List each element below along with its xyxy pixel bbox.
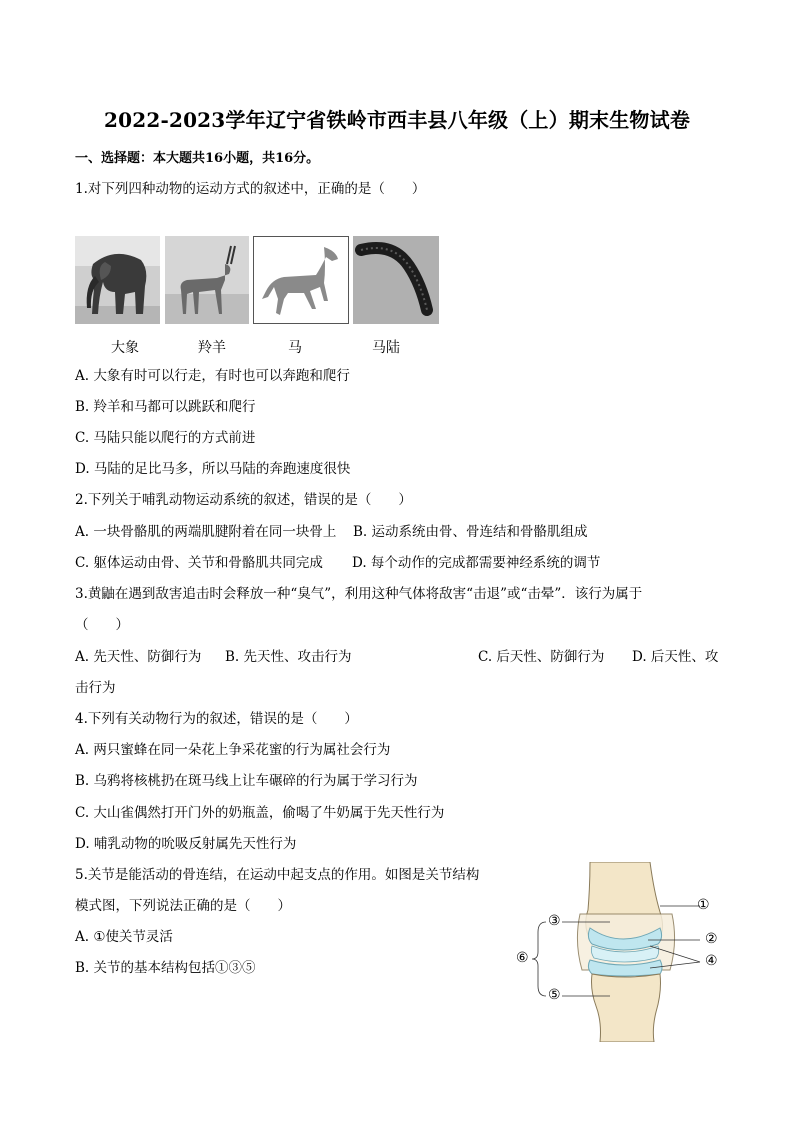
q1-option-d: D. 马陆的足比马多，所以马陆的奔跑速度很快 [75, 461, 351, 477]
question-3-stem: 3.黄鼬在遇到敌害追击时会释放一种“臭气”，利用这种气体将敌害“击退”或“击晕”．该行为属于 [75, 586, 643, 602]
q4-option-d: D. 哺乳动物的吮吸反射属先天性行为 [75, 836, 297, 852]
q4-option-b: B. 乌鸦将核桃扔在斑马线上让车碾碎的行为属于学习行为 [75, 773, 418, 789]
section-heading: 一、选择题：本大题共16小题，共16分。 [75, 151, 320, 166]
joint-structure-diagram [510, 862, 740, 1042]
q1-option-c: C. 马陆只能以爬行的方式前进 [75, 430, 256, 446]
q5-option-a: A. ①使关节灵活 [75, 929, 173, 945]
question-1-stem: 1.对下列四种动物的运动方式的叙述中，正确的是（ ） [75, 181, 426, 197]
q3-option-b: B. 先天性、攻击行为 [225, 649, 352, 665]
joint-label-4: ④ [705, 953, 718, 969]
q4-option-c: C. 大山雀偶然打开门外的奶瓶盖，偷喝了牛奶属于先天性行为 [75, 805, 445, 821]
joint-label-2: ② [705, 931, 718, 947]
millipede-image [353, 236, 439, 324]
joint-label-6: ⑥ [516, 950, 529, 966]
q2-option-a: A. 一块骨骼肌的两端肌腱附着在同一块骨上 [75, 524, 337, 540]
q3-option-c: C. 后天性、防御行为 [478, 649, 605, 665]
joint-label-1: ① [697, 897, 710, 913]
joint-label-5: ⑤ [548, 987, 561, 1003]
q4-option-a: A. 两只蜜蜂在同一朵花上争采花蜜的行为属社会行为 [75, 742, 391, 758]
question-3-stem-cont: （ ） [75, 617, 129, 633]
question-5-stem-cont: 模式图，下列说法正确的是（ ） [75, 898, 291, 914]
q2-option-c: C. 躯体运动由骨、关节和骨骼肌共同完成 [75, 555, 323, 571]
q2-option-b: B. 运动系统由骨、骨连结和骨骼肌组成 [353, 524, 588, 540]
question-4-stem: 4.下列有关动物行为的叙述，错误的是（ ） [75, 711, 358, 727]
question-2-stem: 2.下列关于哺乳动物运动系统的叙述，错误的是（ ） [75, 492, 412, 508]
q2-option-d: D. 每个动作的完成都需要神经系统的调节 [352, 555, 601, 571]
q3-option-a: A. 先天性、防御行为 [75, 649, 202, 665]
image-caption-millipede: 马陆 [372, 340, 400, 356]
image-caption-elephant: 大象 [111, 340, 139, 356]
q3-option-d-wrap: 击行为 [75, 680, 116, 696]
q5-option-b: B. 关节的基本结构包括①③⑤ [75, 960, 256, 976]
horse-image [253, 236, 349, 324]
page-title: 2022-2023学年辽宁省铁岭市西丰县八年级（上）期末生物试卷 [103, 108, 691, 132]
joint-label-3: ③ [548, 913, 561, 929]
question-5-stem: 5.关节是能活动的骨连结，在运动中起支点的作用。如图是关节结构 [75, 867, 480, 883]
q3-option-d: D. 后天性、攻 [632, 649, 719, 665]
q1-option-a: A. 大象有时可以行走，有时也可以奔跑和爬行 [75, 368, 350, 384]
antelope-image [165, 236, 249, 324]
q1-option-b: B. 羚羊和马都可以跳跃和爬行 [75, 399, 256, 415]
elephant-image [75, 236, 160, 324]
image-caption-horse: 马 [288, 340, 302, 356]
image-caption-antelope: 羚羊 [198, 340, 226, 356]
